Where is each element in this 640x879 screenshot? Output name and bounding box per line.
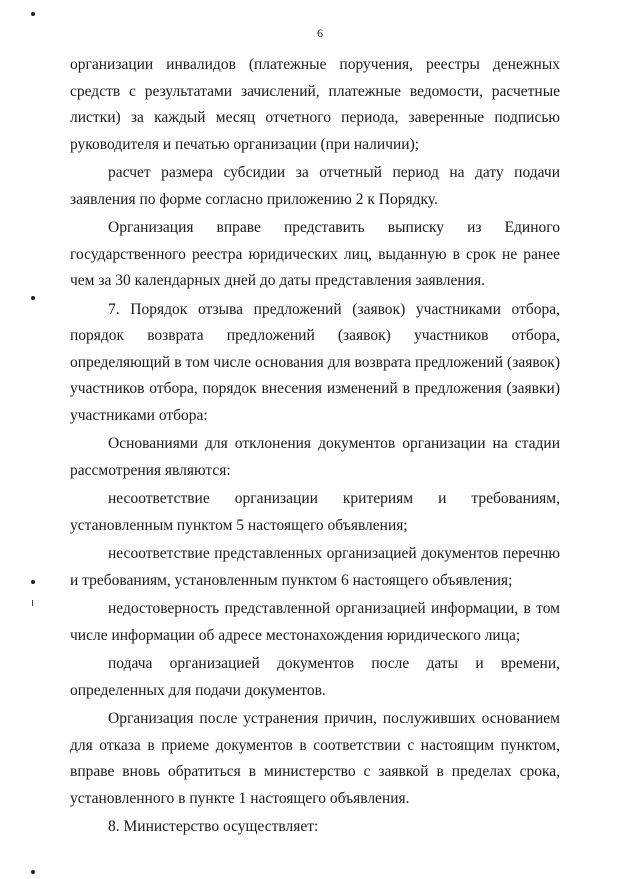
document-body — [70, 52, 560, 841]
paragraph: 8. Министерство осуществляет: — [108, 818, 319, 835]
margin-dot — [31, 296, 35, 300]
paragraph: подача организацией документов после даты и времени, определенных для подачи документов. — [70, 655, 560, 699]
paragraph: 7. Порядок отзыва предложений (заявок) участниками отбора, порядок возврата предложений (заявок) участников отбора, определяющий в том числе основания для возврата предложений (заявок) участников отбора, порядок внесения изменений в предложения (заявки) участниками отбора: — [70, 300, 560, 424]
margin-dot — [31, 580, 35, 584]
margin-mark — [32, 600, 33, 606]
paragraph: Организация после устранения причин, послуживших основанием для отказа в приеме документов в соответствии с настоящим пунктом, вправе вновь обратиться в министерство с заявкой в пределах срока, установленного в пункте 1 настоящего объявления. — [70, 710, 560, 807]
paragraph: организации инвалидов (платежные поручения, реестры денежных средств с результатами зачислений, платежные ведомости, расчетные листки) за каждый месяц отчетного периода, заверенные подписью руководителя и печатью организации (при наличии); — [70, 56, 560, 153]
paragraph: недостоверность представленной организацией информации, в том числе информации об адресе местонахождения юридического лица; — [70, 600, 560, 644]
paragraph: несоответствие организации критериям и требованиям, установленным пунктом 5 настоящего объявления; — [70, 490, 560, 534]
page-number: 6 — [317, 26, 323, 40]
paragraph: Основаниями для отклонения документов организации на стадии рассмотрения являются: — [70, 435, 560, 479]
paragraph: расчет размера субсидии за отчетный период на дату подачи заявления по форме согласно приложению 2 к Порядку. — [70, 164, 560, 208]
margin-dot — [31, 870, 35, 874]
margin-dot — [31, 12, 35, 16]
paragraph: Организация вправе представить выписку из Единого государственного реестра юридических лиц, выданную в срок не ранее чем за 30 календарных дней до даты представления заявления. — [70, 219, 560, 289]
paragraph: несоответствие представленных организацией документов перечню и требованиям, установленным пунктом 6 настоящего объявления; — [70, 545, 560, 589]
